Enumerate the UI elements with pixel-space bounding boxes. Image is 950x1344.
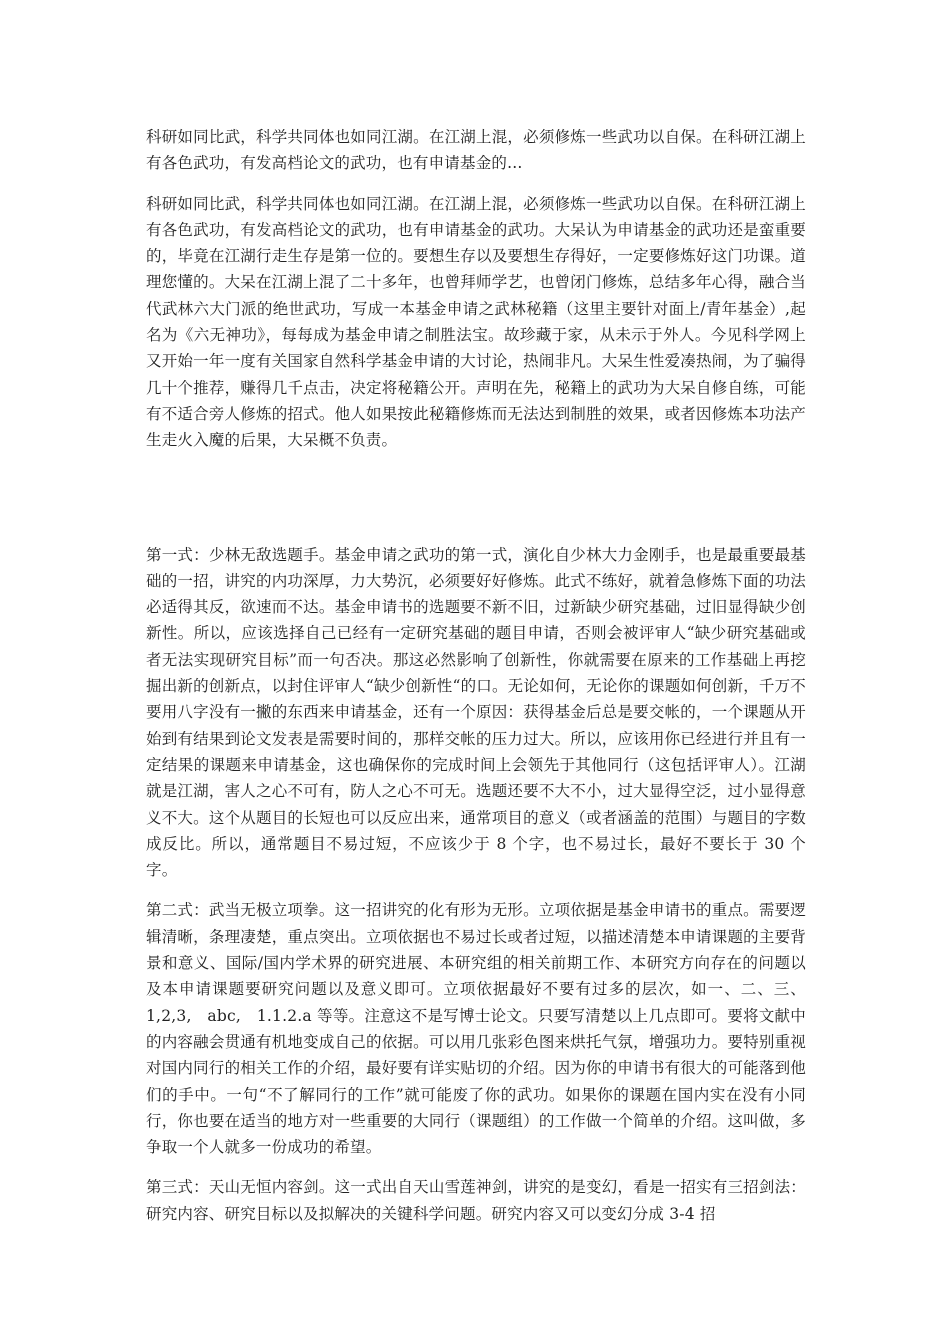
section-3-paragraph: 第三式：天山无恒内容剑。这一式出自天山雪莲神剑，讲究的是变幻，看是一招实有三招剑法：研究内容、研究目标以及拟解决的关键科学问题。研究内容又可以变幻分成 3-4 招	[146, 1178, 806, 1223]
document-page	[146, 124, 806, 1241]
intro-paragraph: 科研如同比武，科学共同体也如同江湖。在江湖上混，必须修炼一些武功以自保。在科研江湖上有各色武功，有发高档论文的武功，也有申请基金的武功。大呆认为申请基金的武功还是蛮重要的，毕竟在江湖行走生存是第一位的。要想生存以及要想生存得好，一定要修炼好这门功课。道理您懂的。大呆在江湖上混了二十多年，也曾拜师学艺，也曾闭门修炼，总结多年心得，融合当代武林六大门派的绝世武功，写成一本基金申请之武林秘籍（这里主要针对面上/青年基金）,起名为《六无神功》，每每成为基金申请之制胜法宝。故珍藏于家，从未示于外人。今见科学网上又开始一年一度有关国家自然科学基金申请的大讨论，热闹非凡。大呆生性爱凑热闹，为了骗得几十个推荐，赚得几千点击，决定将秘籍公开。声明在先，秘籍上的武功为大呆自修自练，可能有不适合旁人修炼的招式。他人如果按此秘籍修炼而无法达到制胜的效果，或者因修炼本功法产生走火入魔的后果，大呆概不负责。	[146, 194, 806, 450]
section-1-paragraph: 第一式：少林无敌选题手。基金申请之武功的第一式，演化自少林大力金刚手，也是最重要最基础的一招，讲究的内功深厚，力大势沉，必须要好好修炼。此式不练好，就着急修炼下面的功法必适得其反，欲速而不达。基金申请书的选题要不新不旧，过新缺少研究基础，过旧显得缺少创新性。所以，应该选择自己已经有一定研究基础的题目申请，否则会被评审人“缺少研究基础或者无法实现研究目标”而一句否决。那这必然影响了创新性，你就需要在原来的工作基础上再挖掘出新的创新点，以封住评审人“缺少创新性“的口。无论如何，无论你的课题如何创新，千万不要用八字没有一撇的东西来申请基金，还有一个原因：获得基金后总是要交帐的，一个课题从开始到有结果到论文发表是需要时间的，那样交帐的压力过大。所以，应该用你已经进行并且有一定结果的课题来申请基金，这也确保你的完成时间上会领先于其他同行（这包括评审人）。江湖就是江湖，害人之心不可有，防人之心不可无。选题还要不大不小，过大显得空泛，过小显得意义不大。这个从题目的长短也可以反应出来，通常项目的意义（或者涵盖的范围）与题目的字数成反比。所以，通常题目不易过短，不应该少于 8 个字，也不易过长，最好不要长于 30 个字。	[146, 545, 806, 880]
summary-paragraph: 科研如同比武，科学共同体也如同江湖。在江湖上混，必须修炼一些武功以自保。在科研江湖上有各色武功，有发高档论文的武功，也有申请基金的...	[146, 128, 806, 173]
section-2-paragraph: 第二式：武当无极立项拳。这一招讲究的化有形为无形。立项依据是基金申请书的重点。需要逻辑清晰，条理凄楚，重点突出。立项依据也不易过长或者过短，以描述清楚本申请课题的主要背景和意义、国际/国内学术界的研究进展、本研究组的相关前期工作、本研究方向存在的问题以及本申请课题要研究问题以及意义即可。立项依据最好不要有过多的层次，如一、二、三、1,2,3, abc, 1.1.2.a 等等。注意这不是写博士论文。只要写清楚以上几点即可。要将文献中的内容融会贯通有机地变成自己的依据。可以用几张彩色图来烘托气氛，增强功力。要特别重视对国内同行的相关工作的介绍，最好要有详实贴切的介绍。因为你的申请书有很大的可能落到他们的手中。一句“不了解同行的工作”就可能废了你的武功。如果你的课题在国内实在没有小同行，你也要在适当的地方对一些重要的大同行（课题组）的工作做一个简单的介绍。这叫做，多争取一个人就多一份成功的希望。	[146, 901, 806, 1157]
